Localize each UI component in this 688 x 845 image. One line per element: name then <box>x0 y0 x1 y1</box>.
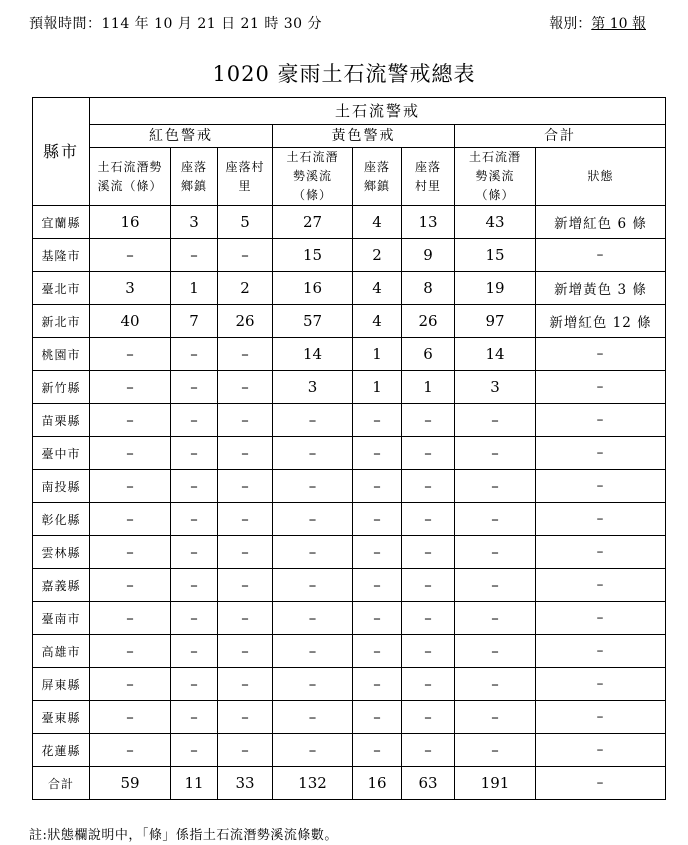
cell-red-towns: – <box>171 701 218 734</box>
table-row <box>33 305 666 338</box>
col-red-streams-label: 土石流潛勢溪流（條） <box>97 159 163 193</box>
cell-red-streams: 59 <box>90 767 171 800</box>
table-row <box>33 635 666 668</box>
col-yellow-villages <box>402 148 455 206</box>
county-cell: 高雄市 <box>33 635 90 668</box>
cell-red-villages: – <box>218 635 273 668</box>
cell-red-villages: – <box>218 668 273 701</box>
table-body <box>33 206 666 800</box>
cell-yellow-streams: – <box>273 470 353 503</box>
cell-red-streams: – <box>90 404 171 437</box>
cell-red-towns: – <box>171 503 218 536</box>
cell-total-streams: – <box>455 734 536 767</box>
total-header: 合計 <box>455 125 666 148</box>
table-row <box>33 503 666 536</box>
cell-yellow-villages: 1 <box>402 371 455 404</box>
cell-status: – <box>536 470 666 503</box>
cell-red-towns: – <box>171 668 218 701</box>
col-red-streams <box>90 148 171 206</box>
cell-total-streams: 19 <box>455 272 536 305</box>
cell-total-streams: 97 <box>455 305 536 338</box>
cell-yellow-streams: 16 <box>273 272 353 305</box>
cell-total-streams: – <box>455 470 536 503</box>
table-row <box>33 701 666 734</box>
table-row <box>33 668 666 701</box>
cell-yellow-villages: – <box>402 668 455 701</box>
county-cell: 臺南市 <box>33 602 90 635</box>
cell-yellow-towns: – <box>353 668 402 701</box>
county-cell: 花蓮縣 <box>33 734 90 767</box>
county-cell: 苗栗縣 <box>33 404 90 437</box>
cell-yellow-streams: 132 <box>273 767 353 800</box>
col-total-streams-label: 土石流潛勢溪流（條） <box>468 150 521 202</box>
col-red-towns <box>171 148 218 206</box>
cell-red-villages: – <box>218 569 273 602</box>
cell-yellow-towns: – <box>353 602 402 635</box>
cell-total-streams: – <box>455 701 536 734</box>
cell-red-towns: – <box>171 602 218 635</box>
cell-yellow-towns: – <box>353 635 402 668</box>
county-cell: 宜蘭縣 <box>33 206 90 239</box>
cell-status: 新增紅色 6 條 <box>536 206 666 239</box>
cell-red-streams: 40 <box>90 305 171 338</box>
cell-yellow-villages: 8 <box>402 272 455 305</box>
total-row <box>33 767 666 800</box>
cell-red-towns: – <box>171 536 218 569</box>
county-cell: 彰化縣 <box>33 503 90 536</box>
cell-yellow-towns: 1 <box>353 371 402 404</box>
cell-status: – <box>536 503 666 536</box>
cell-yellow-streams: 27 <box>273 206 353 239</box>
county-cell: 南投縣 <box>33 470 90 503</box>
cell-yellow-villages: 9 <box>402 239 455 272</box>
yellow-warning-header: 黃色警戒 <box>273 125 455 148</box>
cell-red-streams: – <box>90 602 171 635</box>
cell-red-towns: 11 <box>171 767 218 800</box>
cell-total-streams: – <box>455 602 536 635</box>
cell-red-streams: – <box>90 239 171 272</box>
cell-yellow-streams: 15 <box>273 239 353 272</box>
cell-total-streams: 14 <box>455 338 536 371</box>
forecast-time-value: 114 年 10 月 21 日 21 時 30 分 <box>101 16 323 32</box>
col-total-streams <box>455 148 536 206</box>
col-red-villages <box>218 148 273 206</box>
county-cell: 臺北市 <box>33 272 90 305</box>
cell-red-villages: – <box>218 701 273 734</box>
cell-yellow-streams: – <box>273 536 353 569</box>
debris-flow-warning-table <box>32 97 666 800</box>
cell-red-towns: 3 <box>171 206 218 239</box>
cell-yellow-villages: 6 <box>402 338 455 371</box>
cell-red-streams: – <box>90 437 171 470</box>
cell-yellow-towns: 4 <box>353 206 402 239</box>
cell-red-towns: – <box>171 239 218 272</box>
cell-red-streams: – <box>90 701 171 734</box>
table-row <box>33 569 666 602</box>
cell-yellow-towns: – <box>353 569 402 602</box>
cell-red-streams: – <box>90 470 171 503</box>
county-cell: 屏東縣 <box>33 668 90 701</box>
cell-red-streams: 3 <box>90 272 171 305</box>
cell-red-streams: – <box>90 503 171 536</box>
table-row <box>33 404 666 437</box>
cell-status: – <box>536 404 666 437</box>
cell-yellow-streams: 57 <box>273 305 353 338</box>
col-yellow-towns-label: 座落鄉鎮 <box>363 159 390 193</box>
cell-yellow-towns: – <box>353 503 402 536</box>
table-row <box>33 437 666 470</box>
cell-red-towns: 7 <box>171 305 218 338</box>
cell-yellow-streams: 14 <box>273 338 353 371</box>
cell-red-towns: – <box>171 635 218 668</box>
col-red-villages-label: 座落村里 <box>225 159 265 193</box>
page-title: 1020 豪雨土石流警戒總表 <box>212 62 476 86</box>
county-cell: 新北市 <box>33 305 90 338</box>
cell-red-towns: – <box>171 569 218 602</box>
cell-red-villages: 26 <box>218 305 273 338</box>
cell-status: – <box>536 602 666 635</box>
cell-red-towns: – <box>171 338 218 371</box>
cell-red-towns: – <box>171 404 218 437</box>
cell-yellow-villages: – <box>402 635 455 668</box>
cell-yellow-villages: – <box>402 437 455 470</box>
cell-total-streams: – <box>455 536 536 569</box>
cell-red-villages: – <box>218 239 273 272</box>
cell-yellow-towns: – <box>353 437 402 470</box>
report-number <box>549 13 646 33</box>
cell-red-villages: – <box>218 470 273 503</box>
cell-yellow-towns: 1 <box>353 338 402 371</box>
cell-status: – <box>536 701 666 734</box>
county-cell: 基隆市 <box>33 239 90 272</box>
cell-yellow-towns: – <box>353 470 402 503</box>
cell-red-villages: – <box>218 404 273 437</box>
cell-yellow-towns: – <box>353 734 402 767</box>
forecast-time <box>29 13 322 33</box>
cell-yellow-streams: – <box>273 734 353 767</box>
table-row <box>33 272 666 305</box>
cell-yellow-towns: 4 <box>353 272 402 305</box>
red-warning-header: 紅色警戒 <box>90 125 273 148</box>
cell-yellow-villages: – <box>402 470 455 503</box>
cell-yellow-streams: 3 <box>273 371 353 404</box>
cell-yellow-villages: 26 <box>402 305 455 338</box>
cell-yellow-villages: – <box>402 503 455 536</box>
cell-yellow-towns: – <box>353 536 402 569</box>
cell-yellow-streams: – <box>273 569 353 602</box>
cell-total-streams: 43 <box>455 206 536 239</box>
cell-red-villages: 2 <box>218 272 273 305</box>
cell-status: – <box>536 239 666 272</box>
cell-total-streams: – <box>455 635 536 668</box>
cell-red-streams: – <box>90 734 171 767</box>
table-row <box>33 602 666 635</box>
cell-yellow-towns: – <box>353 701 402 734</box>
cell-red-streams: – <box>90 536 171 569</box>
table-row <box>33 239 666 272</box>
cell-total-streams: – <box>455 503 536 536</box>
county-cell: 臺東縣 <box>33 701 90 734</box>
cell-status: – <box>536 437 666 470</box>
cell-red-towns: – <box>171 734 218 767</box>
col-red-towns-label: 座落鄉鎮 <box>180 159 207 193</box>
cell-yellow-streams: – <box>273 701 353 734</box>
cell-total-streams: 15 <box>455 239 536 272</box>
cell-status: 新增黃色 3 條 <box>536 272 666 305</box>
report-label: 報別： <box>549 16 592 32</box>
cell-yellow-villages: – <box>402 536 455 569</box>
cell-red-villages: – <box>218 536 273 569</box>
cell-yellow-villages: – <box>402 734 455 767</box>
cell-yellow-streams: – <box>273 602 353 635</box>
cell-yellow-villages: – <box>402 404 455 437</box>
cell-status: – <box>536 338 666 371</box>
col-yellow-streams-label: 土石流潛勢溪流（條） <box>286 150 339 202</box>
cell-red-streams: – <box>90 668 171 701</box>
cell-red-towns: – <box>171 371 218 404</box>
debris-flow-warning-header: 土石流警戒 <box>90 98 666 125</box>
cell-yellow-villages: 63 <box>402 767 455 800</box>
cell-yellow-towns: 4 <box>353 305 402 338</box>
county-cell: 臺中市 <box>33 437 90 470</box>
col-yellow-streams <box>273 148 353 206</box>
footnote: 註:狀態欄說明中，「條」係指土石流潛勢溪流條數。 <box>29 828 338 843</box>
county-cell: 合計 <box>33 767 90 800</box>
cell-status: – <box>536 569 666 602</box>
col-yellow-towns <box>353 148 402 206</box>
cell-yellow-towns: – <box>353 404 402 437</box>
cell-red-villages: 33 <box>218 767 273 800</box>
cell-total-streams: – <box>455 404 536 437</box>
forecast-time-label: 預報時間： <box>29 16 102 32</box>
table-row <box>33 206 666 239</box>
table-row <box>33 371 666 404</box>
county-cell: 嘉義縣 <box>33 569 90 602</box>
cell-status: – <box>536 767 666 800</box>
cell-status: – <box>536 635 666 668</box>
cell-red-streams: – <box>90 338 171 371</box>
table-row <box>33 338 666 371</box>
cell-total-streams: 3 <box>455 371 536 404</box>
col-status <box>536 148 666 206</box>
cell-red-villages: – <box>218 371 273 404</box>
cell-status: – <box>536 536 666 569</box>
cell-red-towns: 1 <box>171 272 218 305</box>
cell-total-streams: 191 <box>455 767 536 800</box>
cell-yellow-towns: 2 <box>353 239 402 272</box>
cell-total-streams: – <box>455 668 536 701</box>
cell-red-villages: – <box>218 503 273 536</box>
cell-yellow-villages: – <box>402 701 455 734</box>
cell-red-villages: – <box>218 602 273 635</box>
cell-yellow-streams: – <box>273 437 353 470</box>
cell-status: – <box>536 668 666 701</box>
cell-red-villages: – <box>218 338 273 371</box>
table-row <box>33 536 666 569</box>
cell-red-towns: – <box>171 470 218 503</box>
table-row <box>33 734 666 767</box>
cell-status: – <box>536 371 666 404</box>
cell-red-streams: 16 <box>90 206 171 239</box>
county-header: 縣市 <box>33 98 90 206</box>
cell-status: – <box>536 734 666 767</box>
cell-total-streams: – <box>455 437 536 470</box>
cell-red-streams: – <box>90 635 171 668</box>
county-cell: 新竹縣 <box>33 371 90 404</box>
cell-status: 新增紅色 12 條 <box>536 305 666 338</box>
cell-red-towns: – <box>171 437 218 470</box>
cell-yellow-towns: 16 <box>353 767 402 800</box>
cell-total-streams: – <box>455 569 536 602</box>
cell-red-villages: 5 <box>218 206 273 239</box>
cell-yellow-streams: – <box>273 635 353 668</box>
cell-red-villages: – <box>218 437 273 470</box>
cell-red-villages: – <box>218 734 273 767</box>
cell-red-streams: – <box>90 371 171 404</box>
cell-yellow-streams: – <box>273 404 353 437</box>
cell-yellow-villages: – <box>402 569 455 602</box>
county-cell: 雲林縣 <box>33 536 90 569</box>
cell-yellow-streams: – <box>273 503 353 536</box>
cell-red-streams: – <box>90 569 171 602</box>
county-cell: 桃園市 <box>33 338 90 371</box>
cell-yellow-villages: 13 <box>402 206 455 239</box>
cell-yellow-streams: – <box>273 668 353 701</box>
table-row <box>33 470 666 503</box>
col-status-label: 狀態 <box>587 169 614 183</box>
report-value: 第 10 報 <box>591 16 646 32</box>
cell-yellow-villages: – <box>402 602 455 635</box>
col-yellow-villages-label: 座落村里 <box>414 159 441 193</box>
